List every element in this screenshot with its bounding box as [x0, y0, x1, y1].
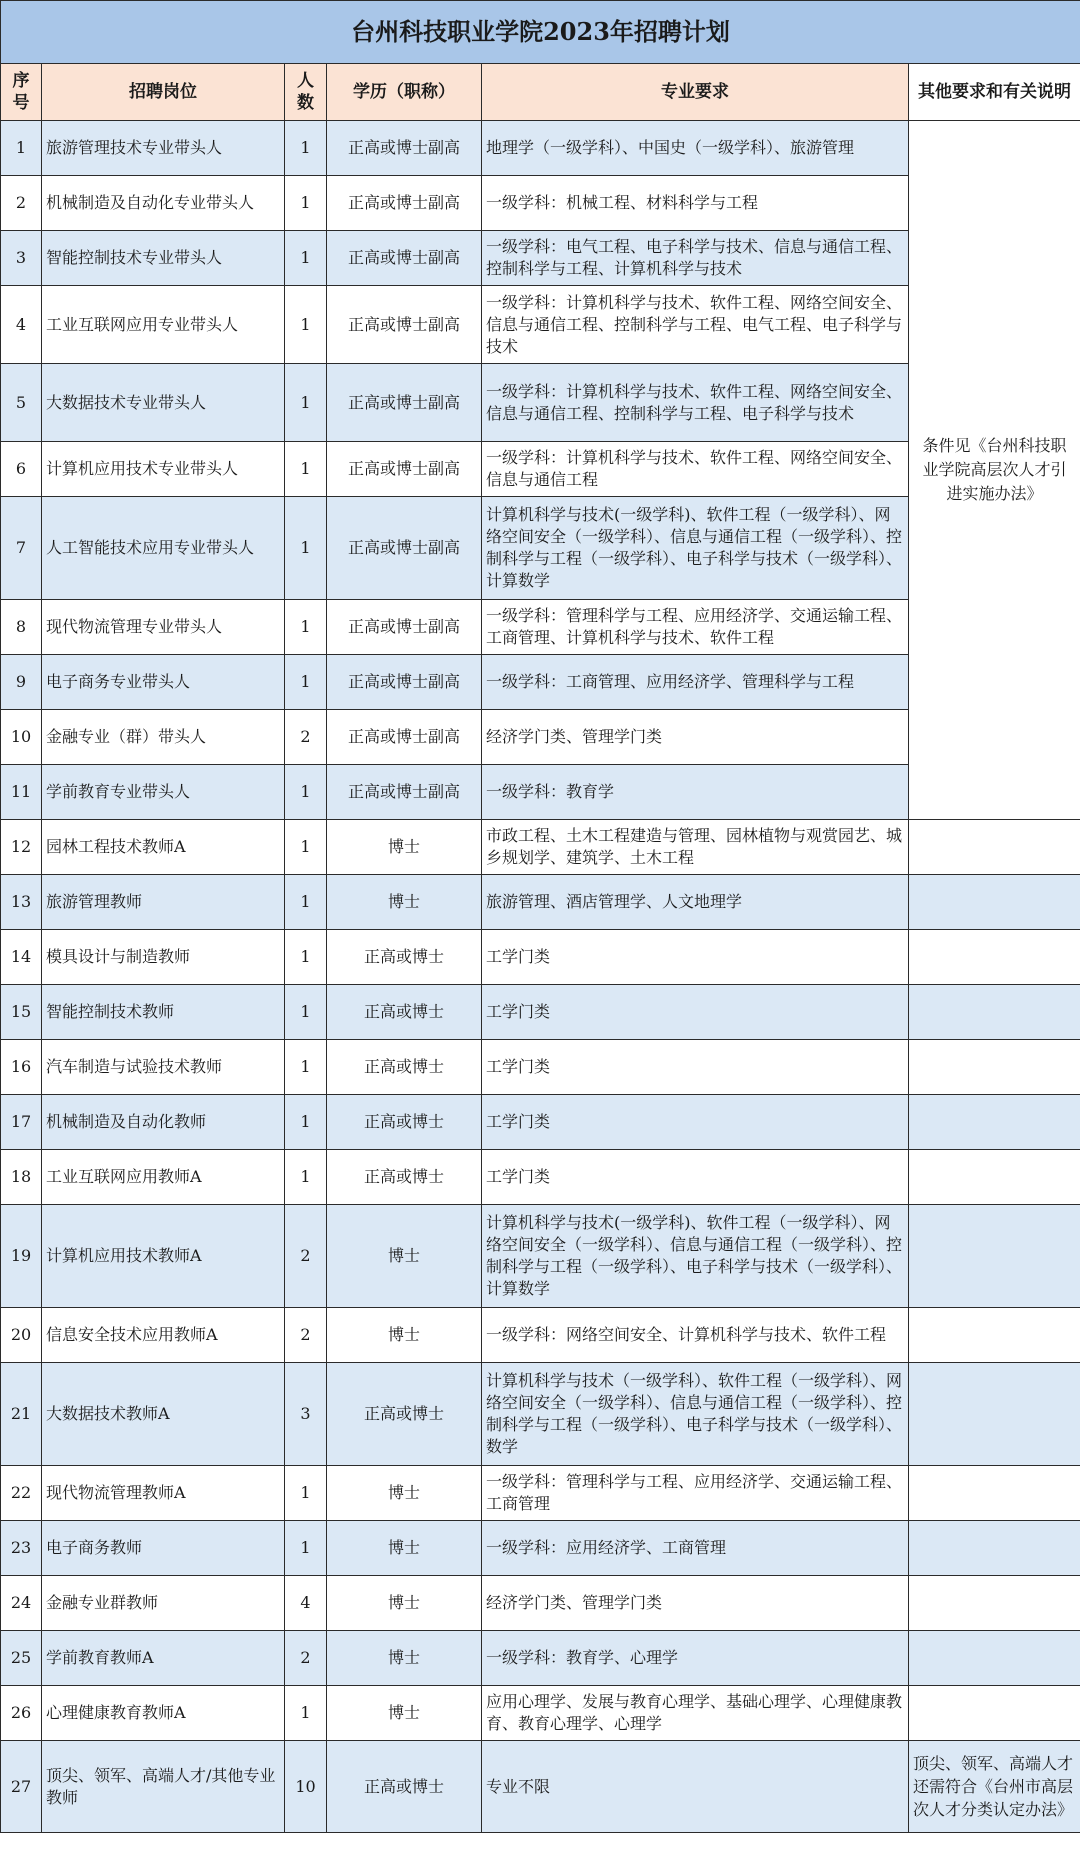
row-major: 一级学科：电气工程、电子科学与技术、信息与通信工程、控制科学与工程、计算机科学与技术 [482, 231, 909, 286]
table-row [1, 1741, 1080, 1833]
row-major: 旅游管理、酒店管理学、人文地理学 [482, 875, 909, 930]
row-position: 园林工程技术教师A [42, 820, 285, 875]
row-other [909, 1040, 1080, 1095]
row-seq: 21 [1, 1363, 42, 1466]
row-major: 工学门类 [482, 1150, 909, 1205]
row-major: 专业不限 [482, 1741, 909, 1833]
row-education: 正高或博士 [327, 1095, 482, 1150]
row-education: 博士 [327, 1205, 482, 1308]
row-count: 1 [285, 875, 327, 930]
table-row [1, 1576, 1080, 1631]
row-education: 博士 [327, 1631, 482, 1686]
row-major: 工学门类 [482, 1095, 909, 1150]
row-position: 金融专业群教师 [42, 1576, 285, 1631]
header-education: 学历（职称） [327, 64, 482, 121]
table-row [1, 1308, 1080, 1363]
row-seq: 7 [1, 497, 42, 600]
row-seq: 20 [1, 1308, 42, 1363]
row-major: 经济学门类、管理学门类 [482, 710, 909, 765]
header-seq: 序号 [1, 64, 42, 121]
row-count: 1 [285, 820, 327, 875]
row-major: 一级学科：教育学、心理学 [482, 1631, 909, 1686]
row-major: 一级学科：计算机科学与技术、软件工程、网络空间安全、信息与通信工程、控制科学与工程、电子科学与技术 [482, 364, 909, 442]
row-seq: 12 [1, 820, 42, 875]
row-count: 2 [285, 1308, 327, 1363]
row-position: 金融专业（群）带头人 [42, 710, 285, 765]
row-seq: 24 [1, 1576, 42, 1631]
row-position: 汽车制造与试验技术教师 [42, 1040, 285, 1095]
row-education: 正高或博士 [327, 1363, 482, 1466]
row-major: 一级学科：计算机科学与技术、软件工程、网络空间安全、信息与通信工程 [482, 442, 909, 497]
row-seq: 11 [1, 765, 42, 820]
row-major: 计算机科学与技术(一级学科)、软件工程（一级学科）、网络空间安全（一级学科）、信息与通信工程（一级学科）、控制科学与工程（一级学科）、电子科学与技术（一级学科）、计算数学 [482, 1205, 909, 1308]
row-education: 正高或博士副高 [327, 710, 482, 765]
table-row [1, 930, 1080, 985]
row-seq: 1 [1, 121, 42, 176]
row-other [909, 1466, 1080, 1521]
row-count: 3 [285, 1363, 327, 1466]
row-count: 1 [285, 176, 327, 231]
row-count: 1 [285, 765, 327, 820]
row-major: 市政工程、土木工程建造与管理、园林植物与观赏园艺、城乡规划学、建筑学、土木工程 [482, 820, 909, 875]
row-position: 大数据技术教师A [42, 1363, 285, 1466]
row-position: 大数据技术专业带头人 [42, 364, 285, 442]
row-education: 博士 [327, 1308, 482, 1363]
row-position: 电子商务教师 [42, 1521, 285, 1576]
row-other: 顶尖、领军、高端人才还需符合《台州市高层次人才分类认定办法》 [909, 1741, 1080, 1833]
header-other: 其他要求和有关说明 [909, 64, 1080, 121]
row-major: 一级学科：工商管理、应用经济学、管理科学与工程 [482, 655, 909, 710]
row-education: 博士 [327, 1686, 482, 1741]
row-seq: 13 [1, 875, 42, 930]
header-count: 人数 [285, 64, 327, 121]
row-major: 经济学门类、管理学门类 [482, 1576, 909, 1631]
row-education: 正高或博士副高 [327, 600, 482, 655]
row-education: 正高或博士副高 [327, 231, 482, 286]
row-count: 1 [285, 1466, 327, 1521]
row-seq: 3 [1, 231, 42, 286]
row-seq: 17 [1, 1095, 42, 1150]
row-major: 计算机科学与技术（一级学科）、软件工程（一级学科）、网络空间安全（一级学科）、信息与通信工程（一级学科）、控制科学与工程（一级学科）、电子科学与技术（一级学科）、数学 [482, 1363, 909, 1466]
row-major: 一级学科：教育学 [482, 765, 909, 820]
row-count: 1 [285, 1686, 327, 1741]
row-major: 工学门类 [482, 1040, 909, 1095]
row-count: 1 [285, 1150, 327, 1205]
row-education: 正高或博士副高 [327, 442, 482, 497]
row-seq: 14 [1, 930, 42, 985]
row-education: 正高或博士 [327, 985, 482, 1040]
row-position: 电子商务专业带头人 [42, 655, 285, 710]
row-position: 旅游管理教师 [42, 875, 285, 930]
row-seq: 4 [1, 286, 42, 364]
row-count: 1 [285, 1521, 327, 1576]
table-row [1, 1095, 1080, 1150]
row-count: 10 [285, 1741, 327, 1833]
row-count: 1 [285, 121, 327, 176]
row-other [909, 1686, 1080, 1741]
row-seq: 15 [1, 985, 42, 1040]
row-position: 学前教育教师A [42, 1631, 285, 1686]
row-count: 1 [285, 286, 327, 364]
row-position: 学前教育专业带头人 [42, 765, 285, 820]
row-other [909, 1631, 1080, 1686]
row-education: 正高或博士副高 [327, 655, 482, 710]
row-position: 计算机应用技术专业带头人 [42, 442, 285, 497]
row-major: 工学门类 [482, 930, 909, 985]
row-count: 2 [285, 710, 327, 765]
row-other [909, 820, 1080, 875]
row-education: 博士 [327, 1576, 482, 1631]
row-other [909, 1521, 1080, 1576]
row-education: 正高或博士副高 [327, 364, 482, 442]
row-seq: 23 [1, 1521, 42, 1576]
row-major: 一级学科：管理科学与工程、应用经济学、交通运输工程、工商管理、计算机科学与技术、软件工程 [482, 600, 909, 655]
row-education: 博士 [327, 1521, 482, 1576]
row-position: 现代物流管理专业带头人 [42, 600, 285, 655]
row-seq: 9 [1, 655, 42, 710]
row-education: 正高或博士副高 [327, 765, 482, 820]
row-seq: 6 [1, 442, 42, 497]
row-seq: 5 [1, 364, 42, 442]
row-major: 计算机科学与技术(一级学科)、软件工程（一级学科）、网络空间安全（一级学科）、信息与通信工程（一级学科）、控制科学与工程（一级学科）、电子科学与技术（一级学科）、计算数学 [482, 497, 909, 600]
row-other [909, 875, 1080, 930]
header-major: 专业要求 [482, 64, 909, 121]
row-count: 1 [285, 442, 327, 497]
table-row [1, 1363, 1080, 1466]
row-count: 1 [285, 1040, 327, 1095]
row-position: 机械制造及自动化专业带头人 [42, 176, 285, 231]
table-header-row [1, 64, 1080, 121]
row-other [909, 1095, 1080, 1150]
row-major: 一级学科：应用经济学、工商管理 [482, 1521, 909, 1576]
table-row [1, 1521, 1080, 1576]
row-count: 1 [285, 985, 327, 1040]
table-row [1, 820, 1080, 875]
row-count: 1 [285, 930, 327, 985]
table-row [1, 1686, 1080, 1741]
row-major: 一级学科：机械工程、材料科学与工程 [482, 176, 909, 231]
row-major: 一级学科：网络空间安全、计算机科学与技术、软件工程 [482, 1308, 909, 1363]
row-position: 智能控制技术专业带头人 [42, 231, 285, 286]
row-position: 智能控制技术教师 [42, 985, 285, 1040]
row-position: 工业互联网应用专业带头人 [42, 286, 285, 364]
row-count: 1 [285, 231, 327, 286]
row-other [909, 1150, 1080, 1205]
table-row [1, 985, 1080, 1040]
row-seq: 22 [1, 1466, 42, 1521]
row-seq: 19 [1, 1205, 42, 1308]
row-seq: 18 [1, 1150, 42, 1205]
row-education: 正高或博士副高 [327, 497, 482, 600]
merged-note: 条件见《台州科技职业学院高层次人才引进实施办法》 [909, 121, 1080, 820]
row-seq: 2 [1, 176, 42, 231]
row-other [909, 930, 1080, 985]
table-row [1, 875, 1080, 930]
row-position: 模具设计与制造教师 [42, 930, 285, 985]
row-education: 正高或博士 [327, 1040, 482, 1095]
row-count: 4 [285, 1576, 327, 1631]
row-position: 工业互联网应用教师A [42, 1150, 285, 1205]
row-seq: 27 [1, 1741, 42, 1833]
table-row [1, 1040, 1080, 1095]
row-other [909, 1308, 1080, 1363]
row-count: 2 [285, 1631, 327, 1686]
header-position: 招聘岗位 [42, 64, 285, 121]
row-count: 2 [285, 1205, 327, 1308]
row-education: 正高或博士 [327, 1741, 482, 1833]
row-seq: 26 [1, 1686, 42, 1741]
row-position: 信息安全技术应用教师A [42, 1308, 285, 1363]
row-position: 计算机应用技术教师A [42, 1205, 285, 1308]
row-education: 博士 [327, 875, 482, 930]
row-position: 顶尖、领军、高端人才/其他专业教师 [42, 1741, 285, 1833]
row-count: 1 [285, 600, 327, 655]
row-position: 旅游管理技术专业带头人 [42, 121, 285, 176]
table-row [1, 1150, 1080, 1205]
row-education: 博士 [327, 820, 482, 875]
row-count: 1 [285, 364, 327, 442]
table-row [1, 1205, 1080, 1308]
row-count: 1 [285, 1095, 327, 1150]
row-other [909, 1205, 1080, 1308]
row-other [909, 1576, 1080, 1631]
row-other [909, 1363, 1080, 1466]
row-position: 机械制造及自动化教师 [42, 1095, 285, 1150]
row-position: 人工智能技术应用专业带头人 [42, 497, 285, 600]
row-position: 心理健康教育教师A [42, 1686, 285, 1741]
row-education: 正高或博士副高 [327, 286, 482, 364]
row-education: 博士 [327, 1466, 482, 1521]
row-education: 正高或博士副高 [327, 121, 482, 176]
row-education: 正高或博士副高 [327, 176, 482, 231]
row-seq: 8 [1, 600, 42, 655]
table-row [1, 1466, 1080, 1521]
row-education: 正高或博士 [327, 1150, 482, 1205]
row-other [909, 985, 1080, 1040]
row-major: 一级学科：计算机科学与技术、软件工程、网络空间安全、信息与通信工程、控制科学与工程、电气工程、电子科学与技术 [482, 286, 909, 364]
table-row [1, 121, 1080, 176]
row-seq: 16 [1, 1040, 42, 1095]
row-major: 应用心理学、发展与教育心理学、基础心理学、心理健康教育、教育心理学、心理学 [482, 1686, 909, 1741]
row-count: 1 [285, 497, 327, 600]
row-major: 一级学科：管理科学与工程、应用经济学、交通运输工程、工商管理 [482, 1466, 909, 1521]
row-position: 现代物流管理教师A [42, 1466, 285, 1521]
row-count: 1 [285, 655, 327, 710]
page-title: 台州科技职业学院2023年招聘计划 [1, 1, 1080, 64]
row-major: 地理学（一级学科）、中国史（一级学科）、旅游管理 [482, 121, 909, 176]
row-seq: 10 [1, 710, 42, 765]
row-major: 工学门类 [482, 985, 909, 1040]
row-education: 正高或博士 [327, 930, 482, 985]
row-seq: 25 [1, 1631, 42, 1686]
table-row [1, 1631, 1080, 1686]
